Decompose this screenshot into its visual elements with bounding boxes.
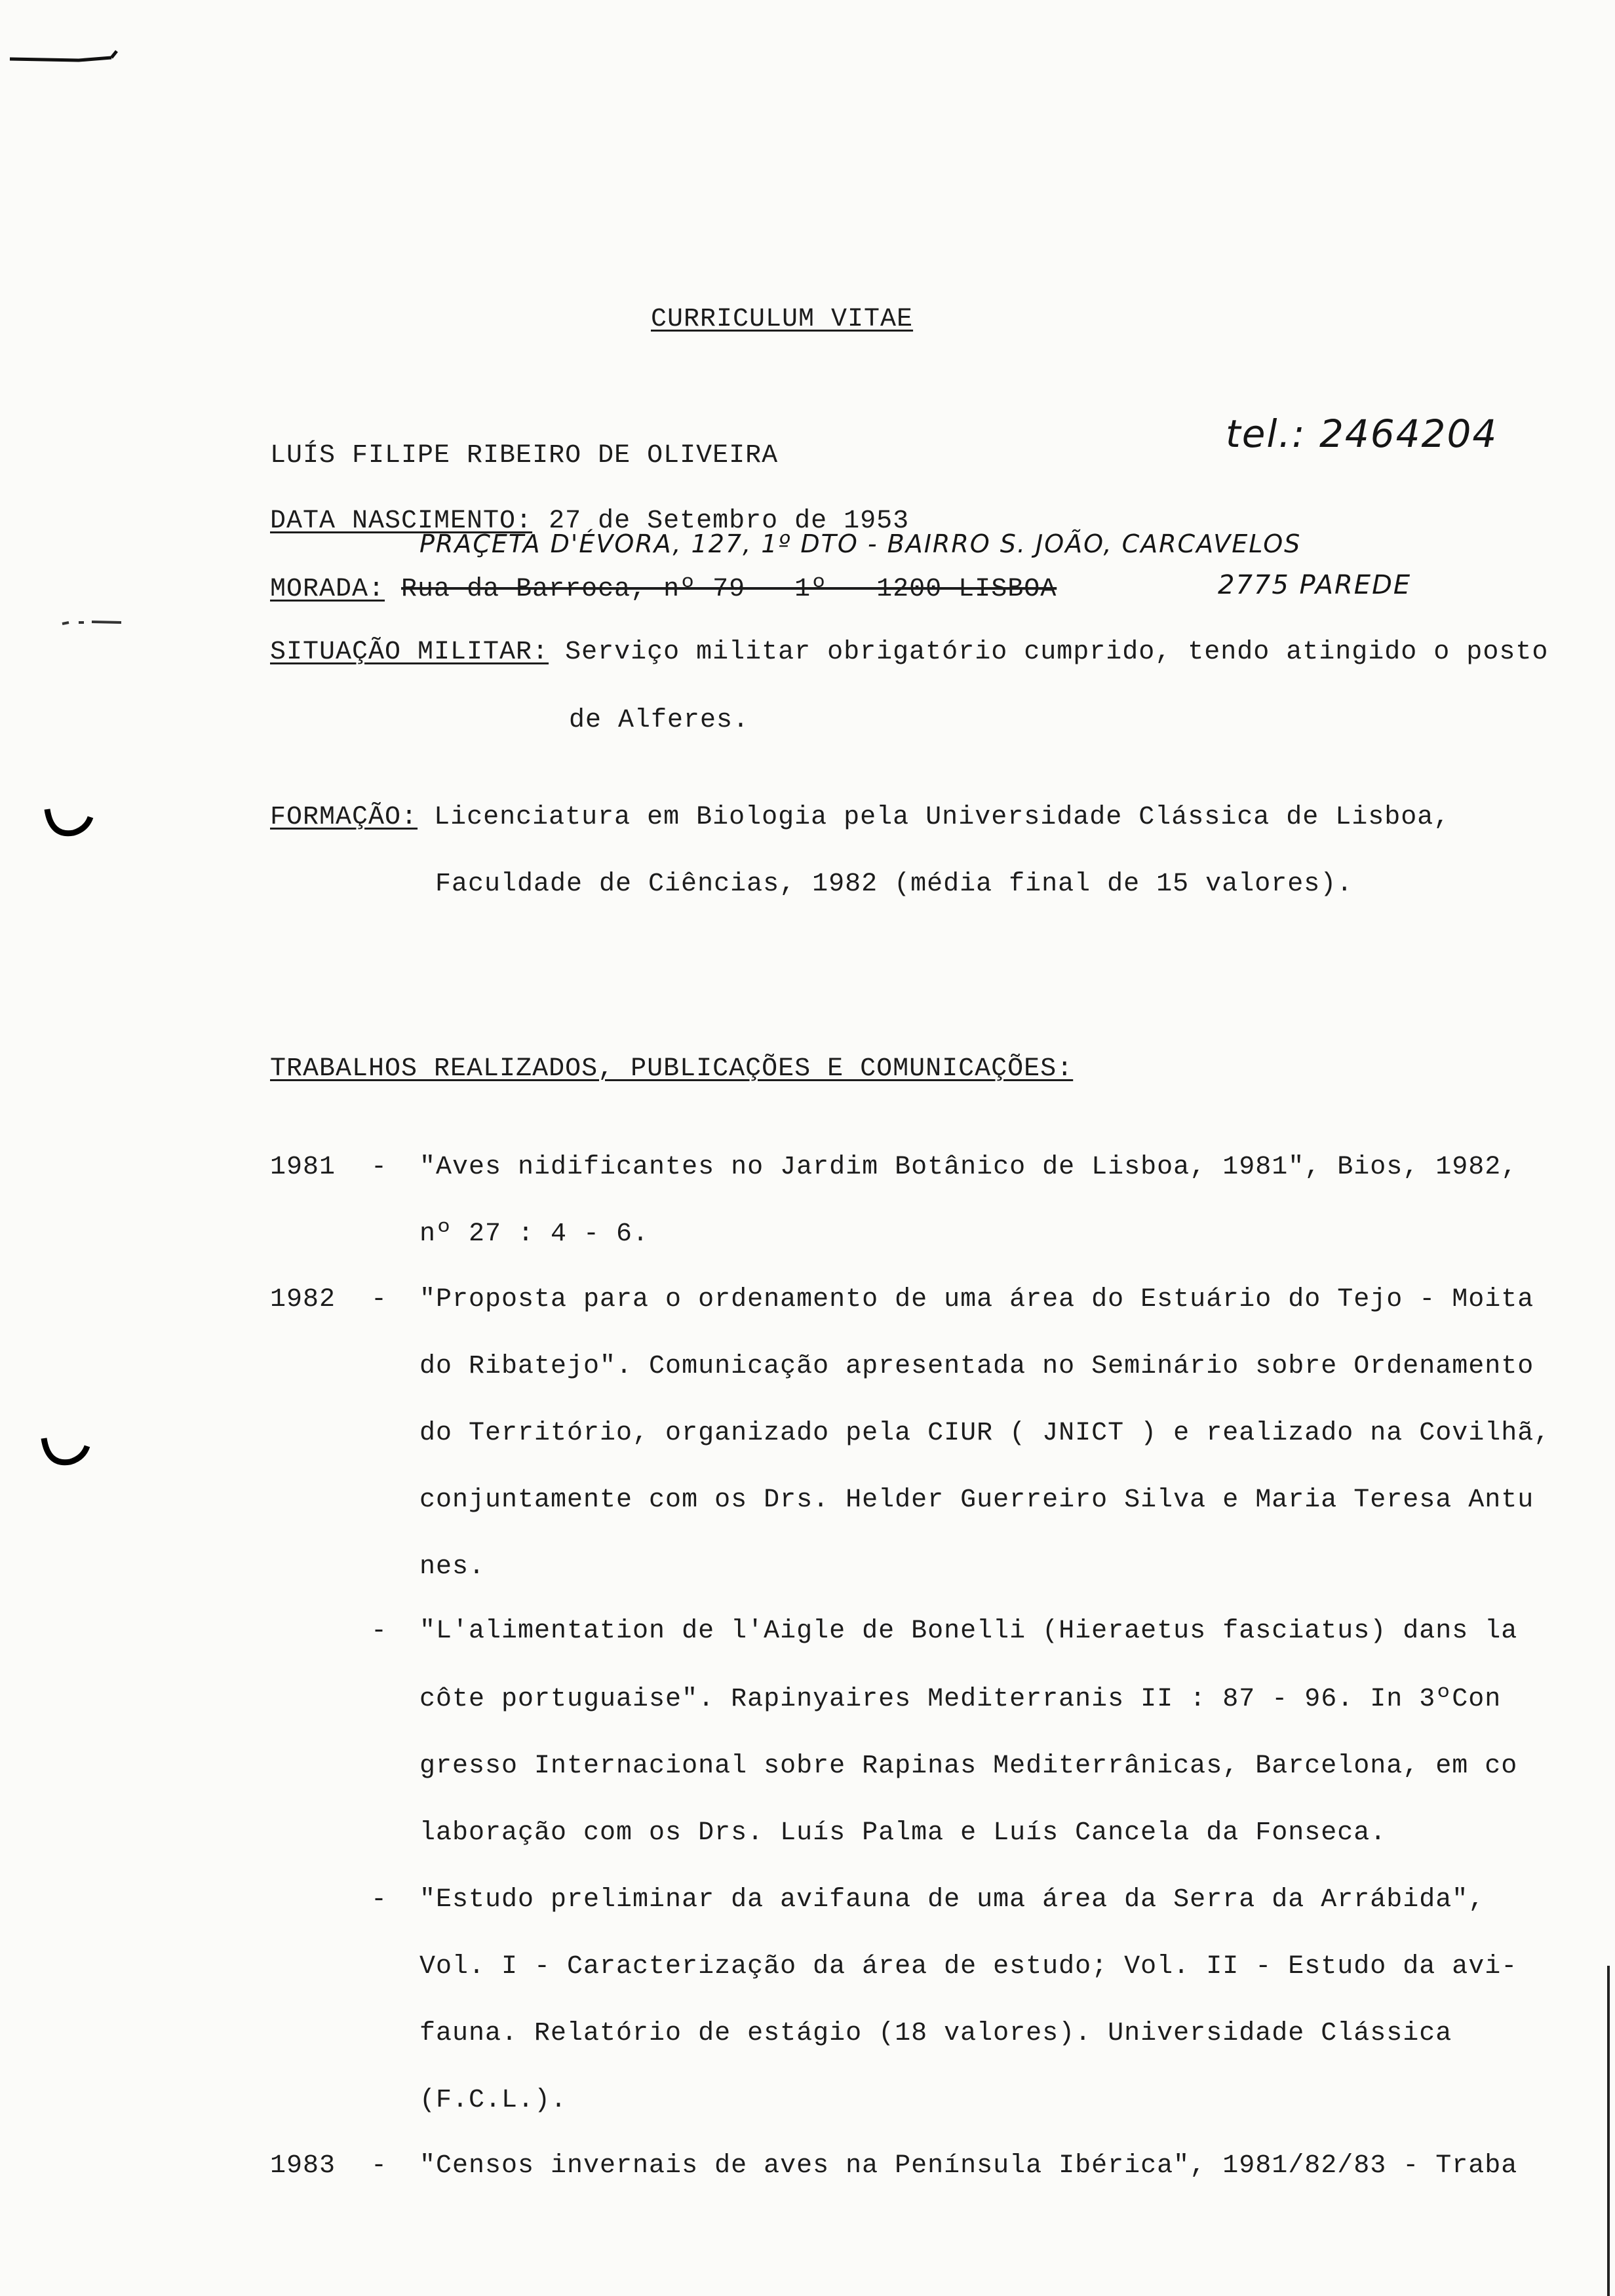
- address-struck-value: Rua da Barroca, nº 79 - 1º - 1200 LISBOA: [401, 575, 1057, 604]
- punch-hole-mark-upper: [39, 803, 98, 842]
- page-title: CURRICULUM VITAE: [651, 305, 914, 334]
- scan-mark-left-dots: [59, 616, 138, 629]
- page-right-edge: [1599, 1966, 1615, 2296]
- address-row: [270, 574, 1057, 605]
- entry-bonelli-line3: gresso Internacional sobre Rapinas Mediterrânicas, Barcelona, em co: [419, 1751, 1518, 1781]
- entry-1982-line3: do Território, organizado pela CIUR ( JNICT ) e realizado na Covilhã,: [419, 1419, 1551, 1448]
- entry-dash: -: [371, 2151, 388, 2181]
- entry-1983-line1: "Censos invernais de aves na Península Ibérica", 1981/82/83 - Traba: [419, 2151, 1518, 2181]
- military-line2: de Alferes.: [569, 706, 750, 735]
- entry-arrabida-line3: fauna. Relatório de estágio (18 valores). Universidade Clássica: [419, 2019, 1452, 2048]
- handwritten-address-line1: PRAÇETA D'ÉVORA, 127, 1º DTO - BAIRRO S. JOÃO, CARCAVELOS: [419, 529, 1302, 558]
- entry-bonelli-line1: "L'alimentation de l'Aigle de Bonelli (Hieraetus fasciatus) dans la: [419, 1617, 1518, 1646]
- punch-hole-mark-lower: [36, 1432, 95, 1471]
- entry-bonelli-line2: côte portuguaise". Rapinyaires Mediterranis II : 87 - 96. In 3ºCon: [419, 1685, 1502, 1714]
- military-line1: Serviço militar obrigatório cumprido, tendo atingido o posto: [565, 638, 1549, 667]
- entry-1982-line4: conjuntamente com os Drs. Helder Guerreiro Silva e Maria Teresa Antu: [419, 1485, 1534, 1515]
- entry-bonelli-line4: laboração com os Drs. Luís Palma e Luís Cancela da Fonseca.: [419, 1818, 1387, 1848]
- entry-1982-line1: "Proposta para o ordenamento de uma área do Estuário do Tejo - Moita: [419, 1285, 1534, 1314]
- address-label: MORADA:: [270, 575, 385, 604]
- entry-1982-line5: nes.: [419, 1552, 486, 1582]
- entry-year-1983: 1983: [270, 2151, 336, 2181]
- entry-1981-line2: nº 27 : 4 - 6.: [419, 1219, 650, 1249]
- military-row: [270, 637, 1548, 668]
- handwritten-address-line2: 2775 PAREDE: [1218, 570, 1412, 600]
- works-heading: TRABALHOS REALIZADOS, PUBLICAÇÕES E COMUNICAÇÕES:: [270, 1054, 1074, 1084]
- entry-1981-line1: "Aves nidificantes no Jardim Botânico de Lisboa, 1981", Bios, 1982,: [419, 1153, 1518, 1182]
- scan-mark-top-left: [7, 46, 118, 72]
- military-label: SITUAÇÃO MILITAR:: [270, 638, 549, 667]
- entry-1982-line2: do Ribatejo". Comunicação apresentada no Seminário sobre Ordenamento: [419, 1352, 1534, 1381]
- education-line1: Licenciatura em Biologia pela Universidade Clássica de Lisboa,: [434, 803, 1450, 832]
- entry-arrabida-line2: Vol. I - Caracterização da área de estudo; Vol. II - Estudo da avi-: [419, 1952, 1518, 1981]
- entry-year-1981: 1981: [270, 1153, 336, 1182]
- entry-arrabida-line4: (F.C.L.).: [419, 2086, 568, 2115]
- education-line2: Faculdade de Ciências, 1982 (média final de 15 valores).: [435, 870, 1353, 899]
- entry-dash: -: [371, 1285, 388, 1314]
- entry-dash: -: [371, 1885, 388, 1915]
- person-name: LUÍS FILIPE RIBEIRO DE OLIVEIRA: [270, 441, 779, 470]
- education-label: FORMAÇÃO:: [270, 803, 418, 832]
- education-row: [270, 802, 1450, 833]
- birth-value: 27 de Setembro de 1953: [549, 507, 910, 536]
- handwritten-phone: tel.: 2464204: [1226, 411, 1498, 456]
- entry-dash: -: [371, 1153, 388, 1182]
- entry-dash: -: [371, 1617, 388, 1646]
- birth-label: DATA NASCIMENTO:: [270, 507, 533, 536]
- entry-year-1982: 1982: [270, 1285, 336, 1314]
- entry-arrabida-line1: "Estudo preliminar da avifauna de uma área da Serra da Arrábida",: [419, 1885, 1485, 1915]
